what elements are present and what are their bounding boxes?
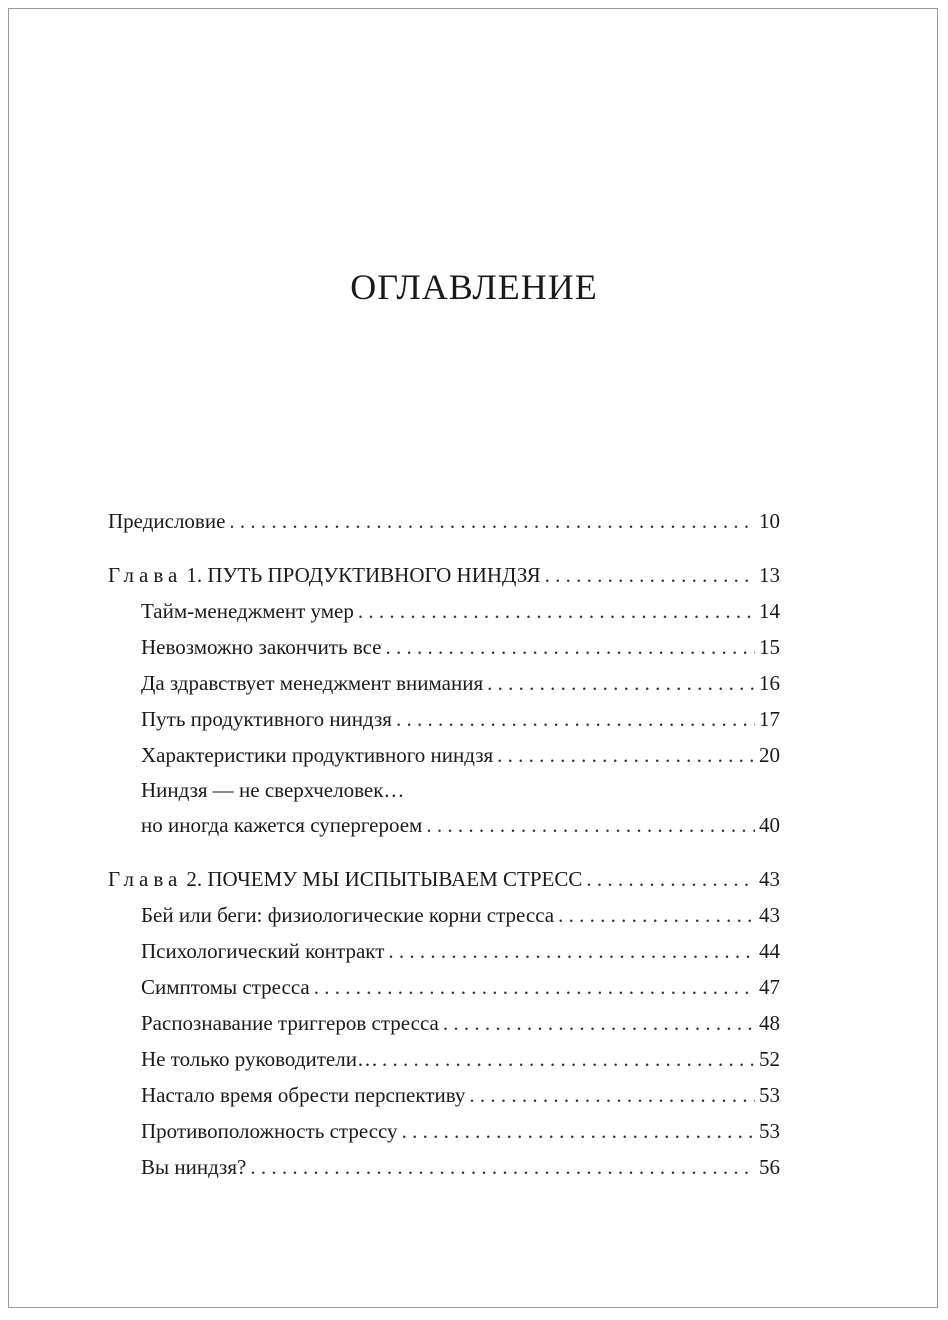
chapter-label: Глава (108, 563, 183, 587)
toc-chapter-1[interactable] (108, 557, 780, 593)
toc-entry-text: Характеристики продуктивного ниндзя (141, 743, 494, 767)
toc-entry-text: Психологический контракт (141, 939, 385, 963)
toc-page-number: 44 (759, 939, 780, 963)
leader-dots (250, 1149, 755, 1185)
leader-dots (388, 933, 755, 969)
chapter-title: 1. ПУТЬ ПРОДУКТИВНОГО НИНДЗЯ (186, 563, 541, 587)
toc-page-number: 56 (759, 1155, 780, 1179)
toc-entry-text: Настало время обрести перспективу (141, 1083, 466, 1107)
toc-page-number: 16 (759, 671, 780, 695)
toc-entry[interactable] (108, 1149, 780, 1185)
toc-entry-text: Не только руководители… (141, 1047, 378, 1071)
toc-entry[interactable] (108, 665, 780, 701)
toc-entry-text: Тайм-менеджмент умер (141, 599, 354, 623)
chapter-label: Глава (108, 867, 183, 891)
leader-dots (402, 1113, 755, 1149)
toc-page-number: 15 (759, 635, 780, 659)
toc-entry[interactable] (108, 593, 780, 629)
toc-page-number: 53 (759, 1119, 780, 1143)
toc-entry-text: Симптомы стресса (141, 975, 310, 999)
toc-entry-text: но иногда кажется супергероем (141, 813, 423, 837)
toc-page-number: 20 (759, 743, 780, 767)
toc-entry[interactable] (108, 629, 780, 665)
leader-dots (545, 557, 755, 593)
leader-dots (358, 593, 755, 629)
toc-page-number: 48 (759, 1011, 780, 1035)
toc-entry-text: Предисловие (108, 509, 226, 533)
toc-entry[interactable] (108, 1077, 780, 1113)
toc-chapter-heading (108, 557, 541, 593)
toc-entry-text: Да здравствует менеджмент внимания (141, 671, 484, 695)
leader-dots (487, 665, 755, 701)
toc-entry[interactable] (108, 1041, 780, 1077)
toc-entry-text: Бей или беги: физиологические корни стресса (141, 903, 555, 927)
toc-entry[interactable] (108, 969, 780, 1005)
leader-dots (382, 1041, 755, 1077)
toc-chapter-2[interactable] (108, 861, 780, 897)
toc-chapter-heading (108, 861, 582, 897)
toc-page-number: 52 (759, 1047, 780, 1071)
leader-dots (469, 1077, 755, 1113)
toc-entry-text: Ниндзя — не сверхчеловек… (141, 778, 405, 802)
toc-page-number: 17 (759, 707, 780, 731)
leader-dots (497, 737, 755, 773)
table-of-contents (108, 503, 780, 1185)
toc-entry[interactable] (108, 933, 780, 969)
leader-dots (314, 969, 755, 1005)
toc-page-number: 43 (759, 903, 780, 927)
leader-dots (586, 861, 755, 897)
toc-entry-text: Невозможно закончить все (141, 635, 382, 659)
page-title: ОГЛАВЛЕНИЕ (350, 267, 598, 307)
toc-entry-multiline-first[interactable] (108, 773, 780, 807)
toc-page-number: 10 (759, 509, 780, 533)
chapter-title: 2. ПОЧЕМУ МЫ ИСПЫТЫВАЕМ СТРЕСС (186, 867, 583, 891)
toc-entry[interactable] (108, 1113, 780, 1149)
toc-page-number: 47 (759, 975, 780, 999)
toc-page-number: 53 (759, 1083, 780, 1107)
toc-page-number: 40 (759, 813, 780, 837)
toc-entry-text: Путь продуктивного ниндзя (141, 707, 392, 731)
toc-entry-text: Противоположность стрессу (141, 1119, 398, 1143)
toc-entry-text: Распознавание триггеров стресса (141, 1011, 439, 1035)
toc-entry[interactable] (108, 701, 780, 737)
leader-dots (396, 701, 755, 737)
leader-dots (386, 629, 755, 665)
leader-dots (426, 807, 755, 843)
toc-page-number: 14 (759, 599, 780, 623)
toc-entry-text: Вы ниндзя? (141, 1155, 247, 1179)
toc-page-number: 43 (759, 867, 780, 891)
toc-entry-multiline-second[interactable] (108, 807, 780, 843)
toc-page-number: 13 (759, 563, 780, 587)
toc-entry[interactable] (108, 737, 780, 773)
leader-dots (229, 503, 755, 539)
toc-entry[interactable] (108, 1005, 780, 1041)
toc-entry[interactable] (108, 897, 780, 933)
leader-dots (443, 1005, 755, 1041)
leader-dots (558, 897, 755, 933)
toc-entry-preface[interactable] (108, 503, 780, 539)
